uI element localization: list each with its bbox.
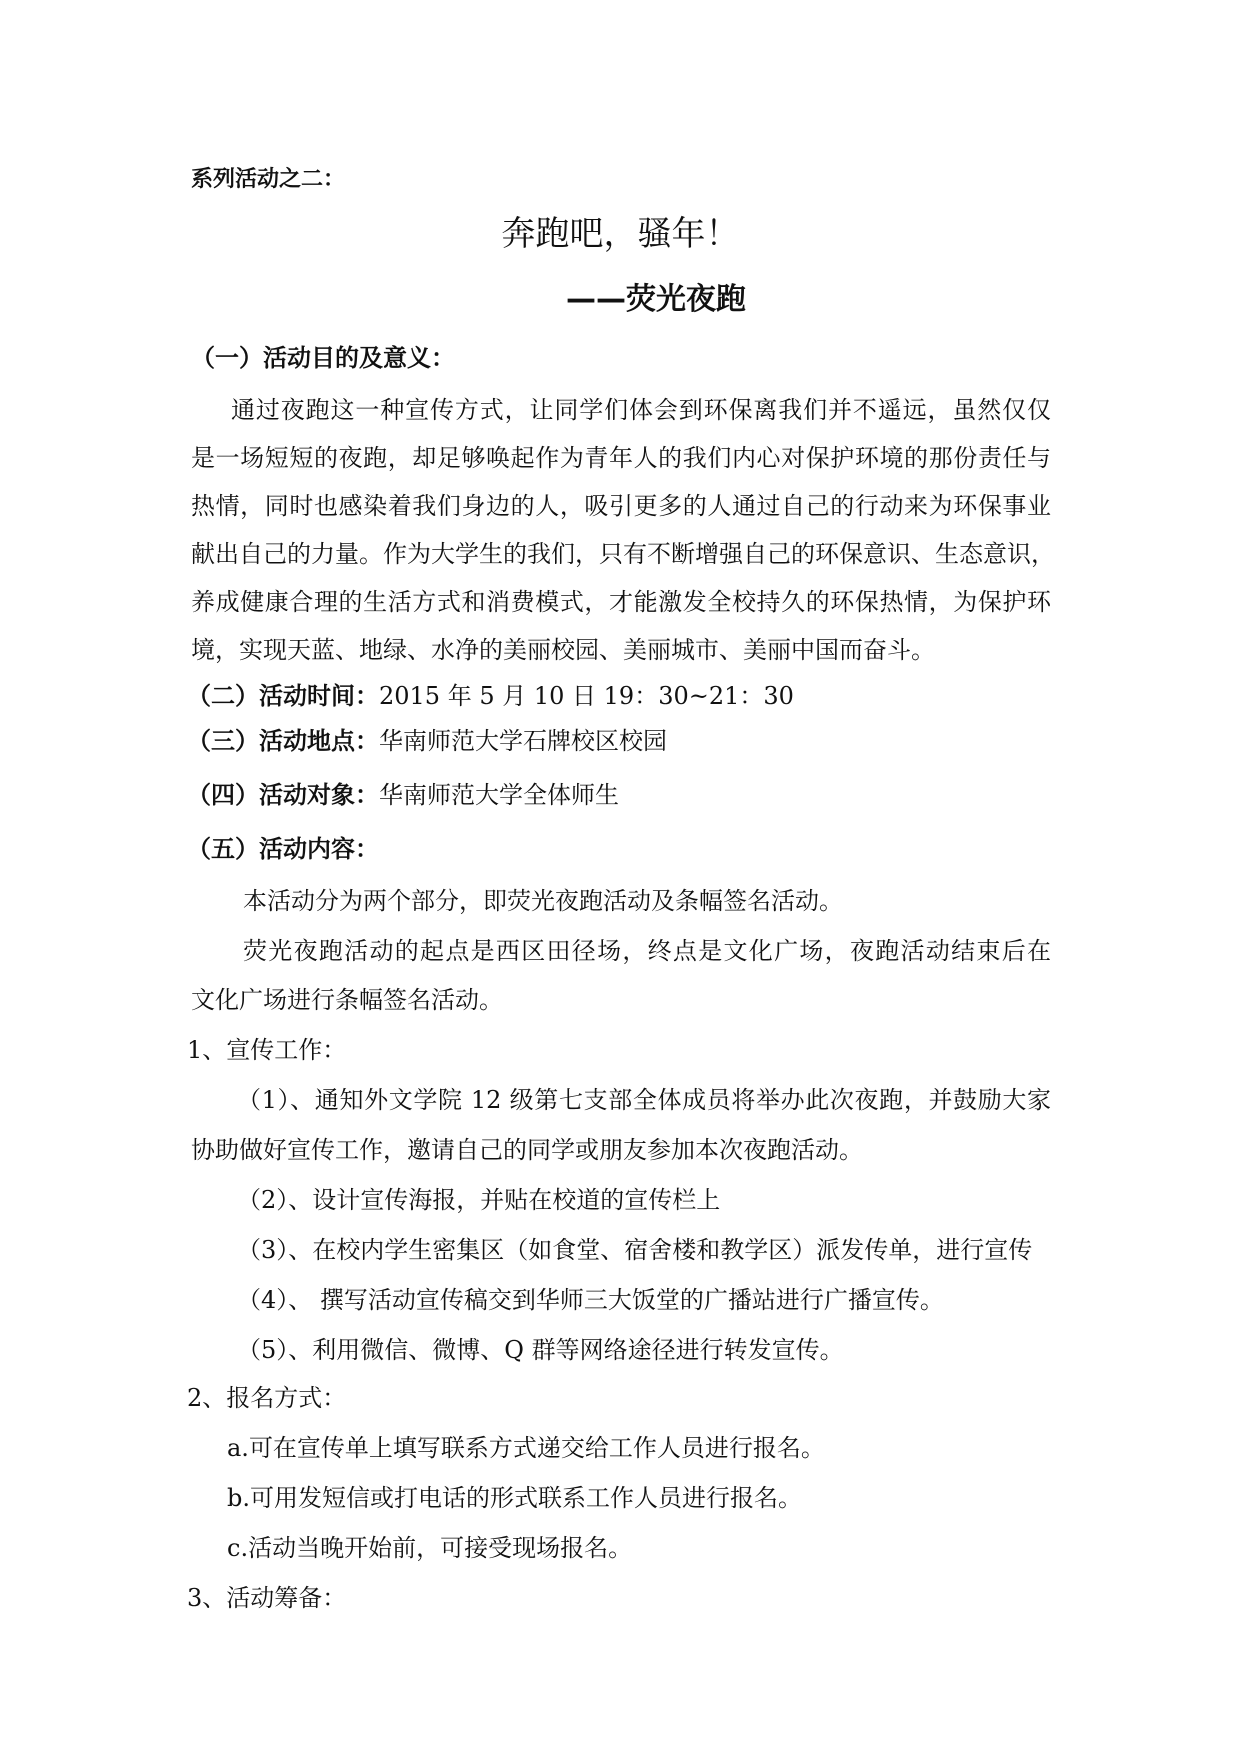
time-row: [187, 680, 794, 712]
content-intro-line-2: 荧光夜跑活动的起点是西区田径场，终点是文化广场，夜跑活动结束后在: [243, 937, 1051, 965]
publicity-item-3: （3）、在校内学生密集区（如食堂、宿舍楼和教学区）派发传单，进行宣传: [237, 1236, 1033, 1264]
publicity-heading: 1、宣传工作：: [187, 1036, 347, 1064]
page-title: 奔跑吧，骚年！: [501, 214, 740, 254]
purpose-line-2: 是一场短短的夜跑，却足够唤起作为青年人的我们内心对保护环境的那份责任与: [191, 444, 1051, 472]
publicity-item-2: （2）、设计宣传海报，并贴在校道的宣传栏上: [237, 1186, 721, 1214]
purpose-line-3: 热情，同时也感染着我们身边的人，吸引更多的人通过自己的行动来为环保事业: [191, 492, 1051, 520]
signup-option-c: c.活动当晚开始前，可接受现场报名。: [227, 1534, 633, 1562]
target-value: 华南师范大学全体师生: [379, 781, 619, 809]
signup-heading: 2、报名方式：: [187, 1384, 347, 1412]
series-label: 系列活动之二：: [191, 166, 346, 192]
signup-option-b: b.可用发短信或打电话的形式联系工作人员进行报名。: [227, 1484, 802, 1512]
target-heading: （四）活动对象：: [187, 780, 379, 809]
purpose-line-4: 献出自己的力量。作为大学生的我们，只有不断增强自己的环保意识、生态意识，: [191, 540, 1055, 568]
page-subtitle: ——荧光夜跑: [566, 282, 746, 317]
content-intro-line-3: 文化广场进行条幅签名活动。: [191, 986, 503, 1014]
place-row: [187, 725, 667, 757]
publicity-item-4: （4）、 撰写活动宣传稿交到华师三大饭堂的广播站进行广播宣传。: [237, 1286, 944, 1314]
purpose-line-5: 养成健康合理的生活方式和消费模式，才能激发全校持久的环保热情，为保护环: [191, 588, 1051, 616]
purpose-line-1: 通过夜跑这一种宣传方式，让同学们体会到环保离我们并不遥远，虽然仅仅: [231, 396, 1051, 424]
time-heading: （二）活动时间：: [187, 681, 379, 710]
place-value: 华南师范大学石牌校区校园: [379, 727, 667, 755]
prep-heading: 3、活动筹备：: [187, 1584, 347, 1612]
purpose-heading: （一）活动目的及意义：: [191, 343, 455, 372]
content-heading: （五）活动内容：: [187, 834, 379, 863]
place-heading: （三）活动地点：: [187, 726, 379, 755]
publicity-item-1-line-1: （1）、通知外文学院 12 级第七支部全体成员将举办此次夜跑，并鼓励大家: [237, 1086, 1051, 1114]
publicity-item-1-line-2: 协助做好宣传工作，邀请自己的同学或朋友参加本次夜跑活动。: [191, 1136, 863, 1164]
content-intro-line-1: 本活动分为两个部分，即荧光夜跑活动及条幅签名活动。: [243, 887, 843, 915]
target-row: [187, 779, 619, 811]
purpose-line-6: 境，实现天蓝、地绿、水净的美丽校园、美丽城市、美丽中国而奋斗。: [191, 636, 935, 664]
publicity-item-5: （5）、利用微信、微博、Q 群等网络途径进行转发宣传。: [237, 1336, 844, 1364]
signup-option-a: a.可在宣传单上填写联系方式递交给工作人员进行报名。: [227, 1434, 825, 1462]
time-value: 2015 年 5 月 10 日 19：30~21：30: [379, 682, 794, 710]
